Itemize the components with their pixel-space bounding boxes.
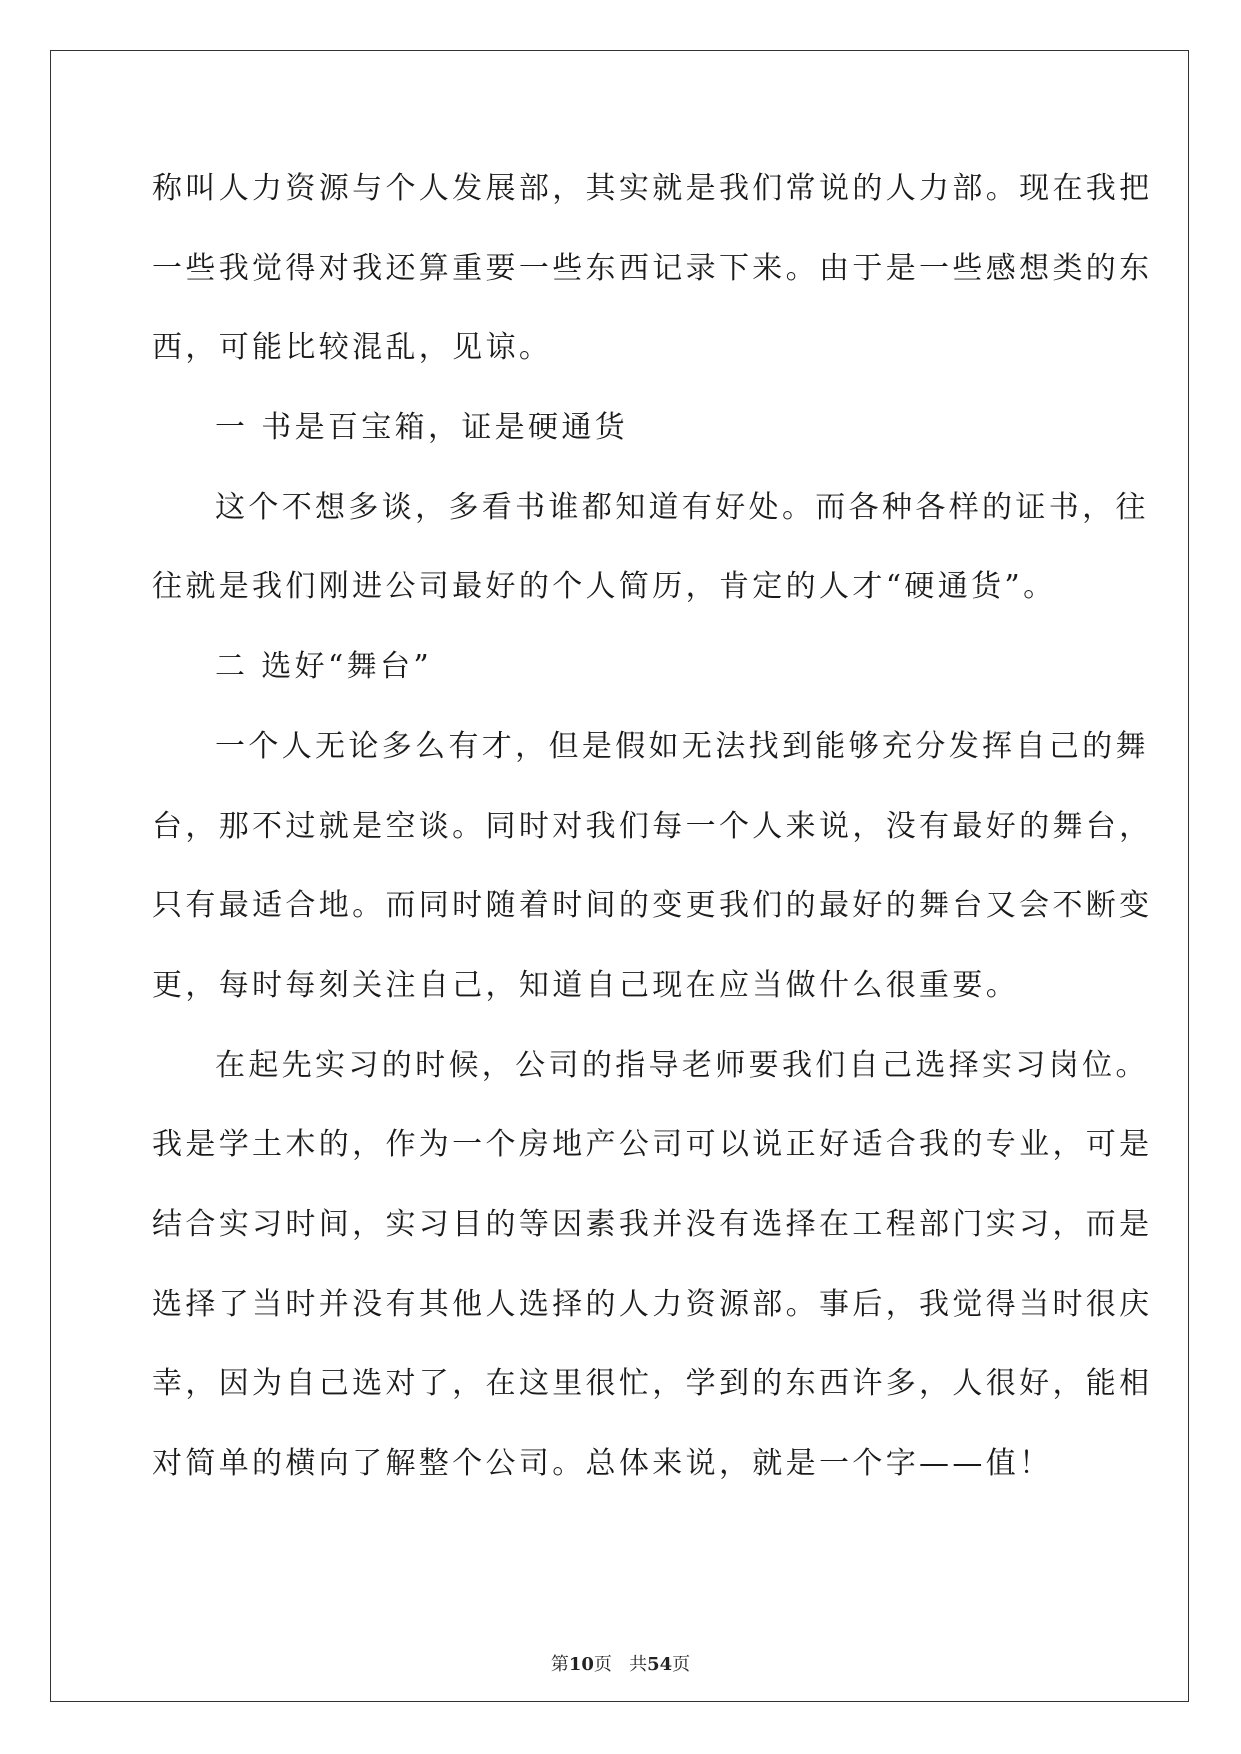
paragraph-line: 称叫人力资源与个人发展部，其实就是我们常说的人力部。现在我把 [152,171,1153,206]
section-heading: 二 选好“舞台” [215,649,433,685]
page-suffix: 页 [672,1654,691,1675]
paragraph-line: 西，可能比较混乱，见谅。 [152,330,553,366]
document-body [152,163,1153,1518]
paragraph-line: 在起先实习的时候，公司的指导老师要我们自己选择实习岗位。 [215,1047,1149,1083]
paragraph-line: 往就是我们刚进公司最好的个人简历，肯定的人才“硬通货”。 [152,569,1057,605]
paragraph-line: 这个不想多谈，多看书谁都知道有好处。而各种各样的证书，往 [215,489,1149,525]
paragraph-line: 对简单的横向了解整个公司。总体来说，就是一个字——值！ [152,1446,1053,1481]
paragraph-line: 幸，因为自己选对了，在这里很忙，学到的东西许多，人很好，能相 [152,1366,1153,1402]
paragraph-line: 更，每时每刻关注自己，知道自己现在应当做什么很重要。 [152,967,1020,1003]
page-mid: 页 共 [593,1654,648,1675]
paragraph-line: 选择了当时并没有其他人选择的人力资源部。事后，我觉得当时很庆 [152,1286,1153,1322]
page-total: 54 [647,1654,673,1675]
page-current: 10 [568,1654,594,1675]
paragraph-line: 结合实习时间，实习目的等因素我并没有选择在工程部门实习，而是 [152,1206,1153,1242]
paragraph-line: 我是学土木的，作为一个房地产公司可以说正好适合我的专业，可是 [152,1127,1153,1163]
section-heading: 一 书是百宝箱，证是硬通货 [215,410,629,446]
paragraph-line: 一些我觉得对我还算重要一些东西记录下来。由于是一些感想类的东 [152,250,1153,286]
paragraph-line: 台，那不过就是空谈。同时对我们每一个人来说，没有最好的舞台， [152,808,1153,844]
page-prefix: 第 [550,1654,569,1675]
page-number-footer [0,1650,1241,1676]
paragraph-line: 一个人无论多么有才，但是假如无法找到能够充分发挥自己的舞 [215,728,1149,764]
paragraph-line: 只有最适合地。而同时随着时间的变更我们的最好的舞台又会不断变 [152,888,1153,924]
